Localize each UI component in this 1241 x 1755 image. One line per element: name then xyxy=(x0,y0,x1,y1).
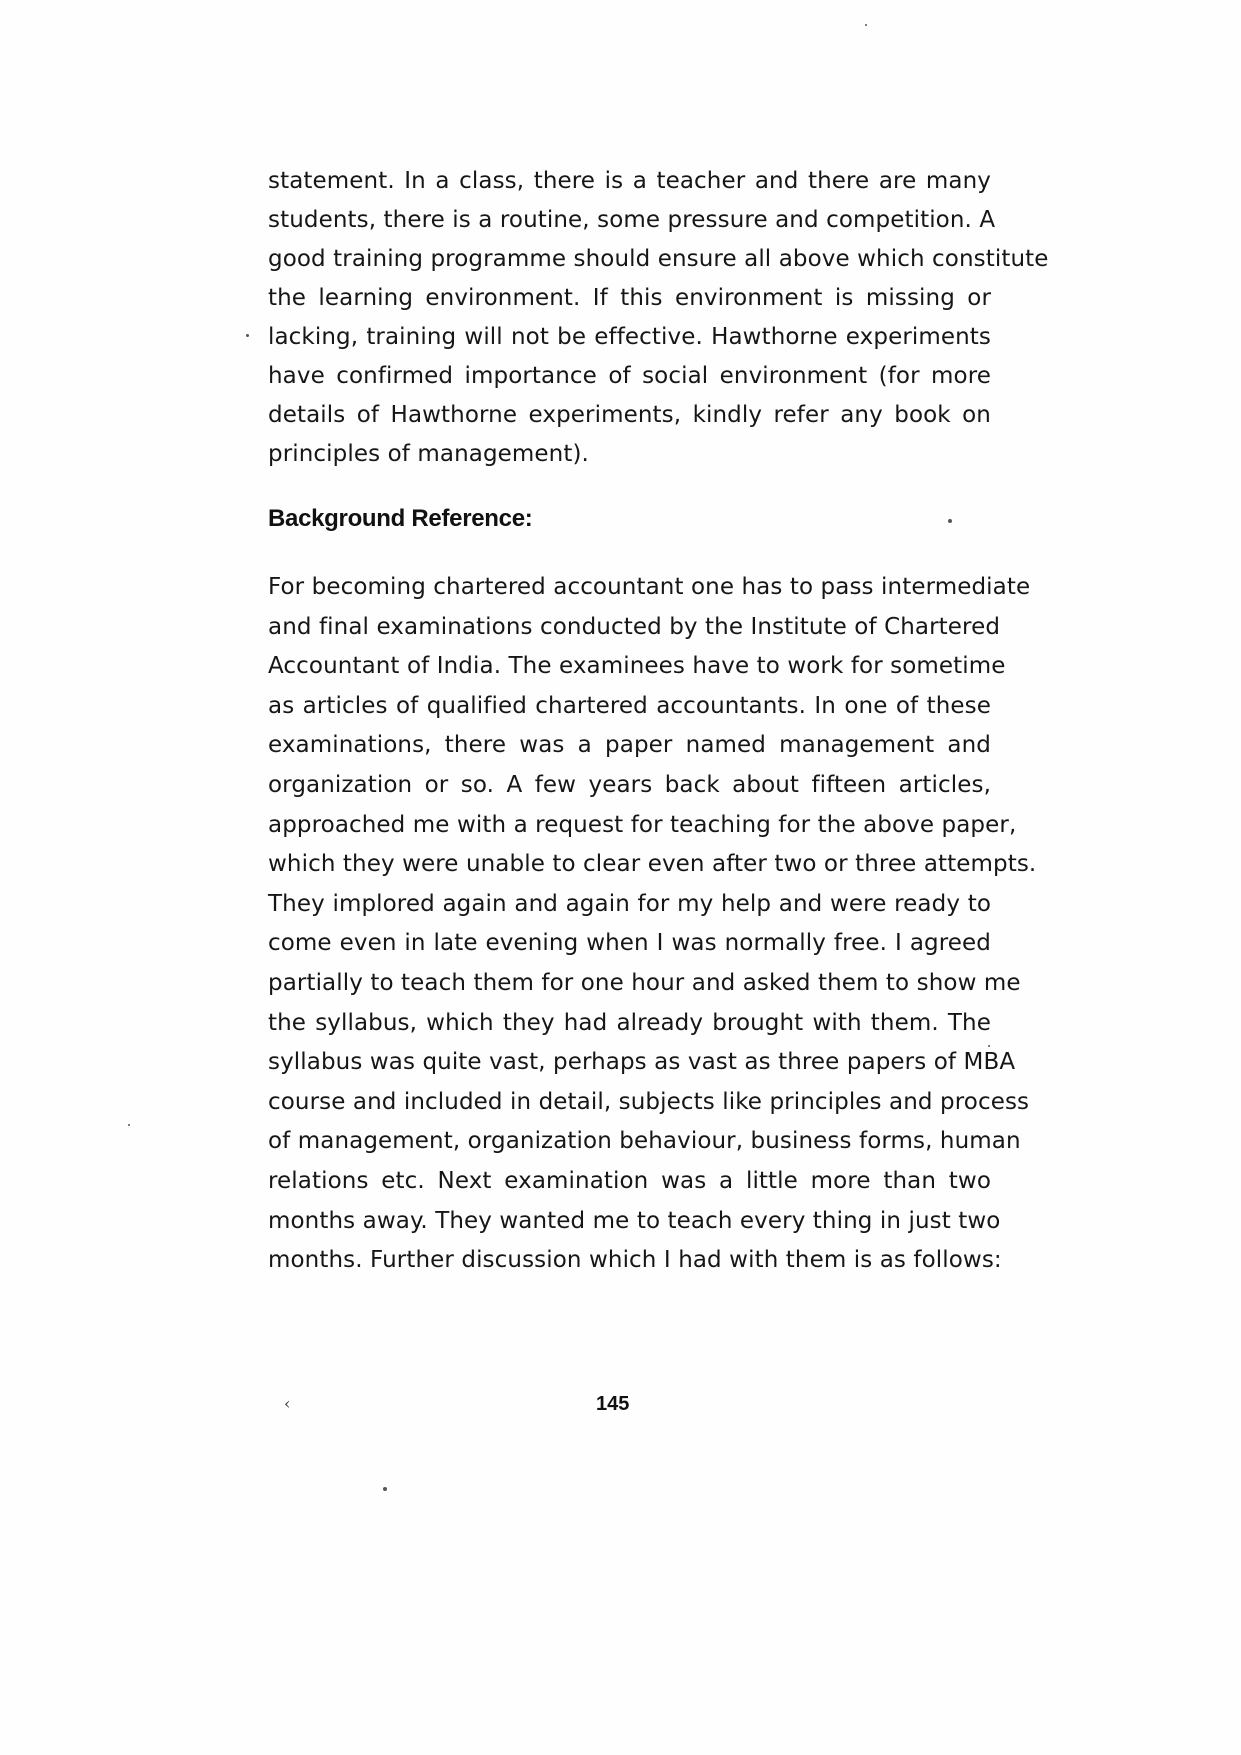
text-line: students, there is a routine, some pressure and competition. A xyxy=(268,207,996,233)
text-line: the learning environment. If this environment is missing or xyxy=(268,285,991,311)
text-line: of management, organization behaviour, business forms, human xyxy=(268,1128,1021,1155)
scan-speck xyxy=(988,1045,990,1047)
text-line: details of Hawthorne experiments, kindly refer any book on xyxy=(268,402,991,428)
text-line: as articles of qualified chartered accountants. In one of these xyxy=(268,692,991,719)
text-line: months away. They wanted me to teach every thing in just two xyxy=(268,1207,1001,1234)
text-line: Accountant of India. The examinees have to work for sometime xyxy=(268,653,1006,680)
text-line: statement. In a class, there is a teacher and there are many xyxy=(268,168,991,194)
scan-speck xyxy=(246,334,249,337)
text-line: good training programme should ensure all above which constitute xyxy=(268,246,1049,272)
paragraph-intro xyxy=(268,162,1049,474)
scan-speck xyxy=(128,1124,130,1126)
text-line: have confirmed importance of social environment (for more xyxy=(268,363,991,389)
scan-speck xyxy=(865,24,867,26)
text-line: lacking, training will not be effective. Hawthorne experiments xyxy=(268,324,991,350)
page-number: 145 xyxy=(596,1393,630,1415)
text-line: partially to teach them for one hour and asked them to show me xyxy=(268,969,1021,996)
text-line: examinations, there was a paper named management and xyxy=(268,732,991,759)
text-line: They implored again and again for my help and were ready to xyxy=(268,890,991,917)
section-heading: Background Reference: xyxy=(268,505,533,532)
text-line: the syllabus, which they had already brought with them. The xyxy=(268,1009,991,1036)
text-line: and final examinations conducted by the Institute of Chartered xyxy=(268,613,1001,640)
text-line: months. Further discussion which I had with them is as follows: xyxy=(268,1247,1002,1274)
text-line: relations etc. Next examination was a little more than two xyxy=(268,1167,991,1194)
text-line: syllabus was quite vast, perhaps as vast as three papers of MBA xyxy=(268,1049,1016,1076)
text-line: come even in late evening when I was normally free. I agreed xyxy=(268,930,991,957)
text-line: principles of management). xyxy=(268,441,589,467)
scan-speck xyxy=(948,519,952,523)
text-line: approached me with a request for teaching for the above paper, xyxy=(268,811,1017,838)
text-line: organization or so. A few years back about fifteen articles, xyxy=(268,771,991,798)
text-line: which they were unable to clear even after two or three attempts. xyxy=(268,851,1037,878)
paragraph-background xyxy=(268,568,1037,1274)
stray-mark: ‹ xyxy=(284,1394,291,1413)
scan-speck xyxy=(383,1487,387,1491)
text-line: course and included in detail, subjects like principles and process xyxy=(268,1088,1030,1115)
text-line: For becoming chartered accountant one has to pass intermediate xyxy=(268,574,1031,600)
